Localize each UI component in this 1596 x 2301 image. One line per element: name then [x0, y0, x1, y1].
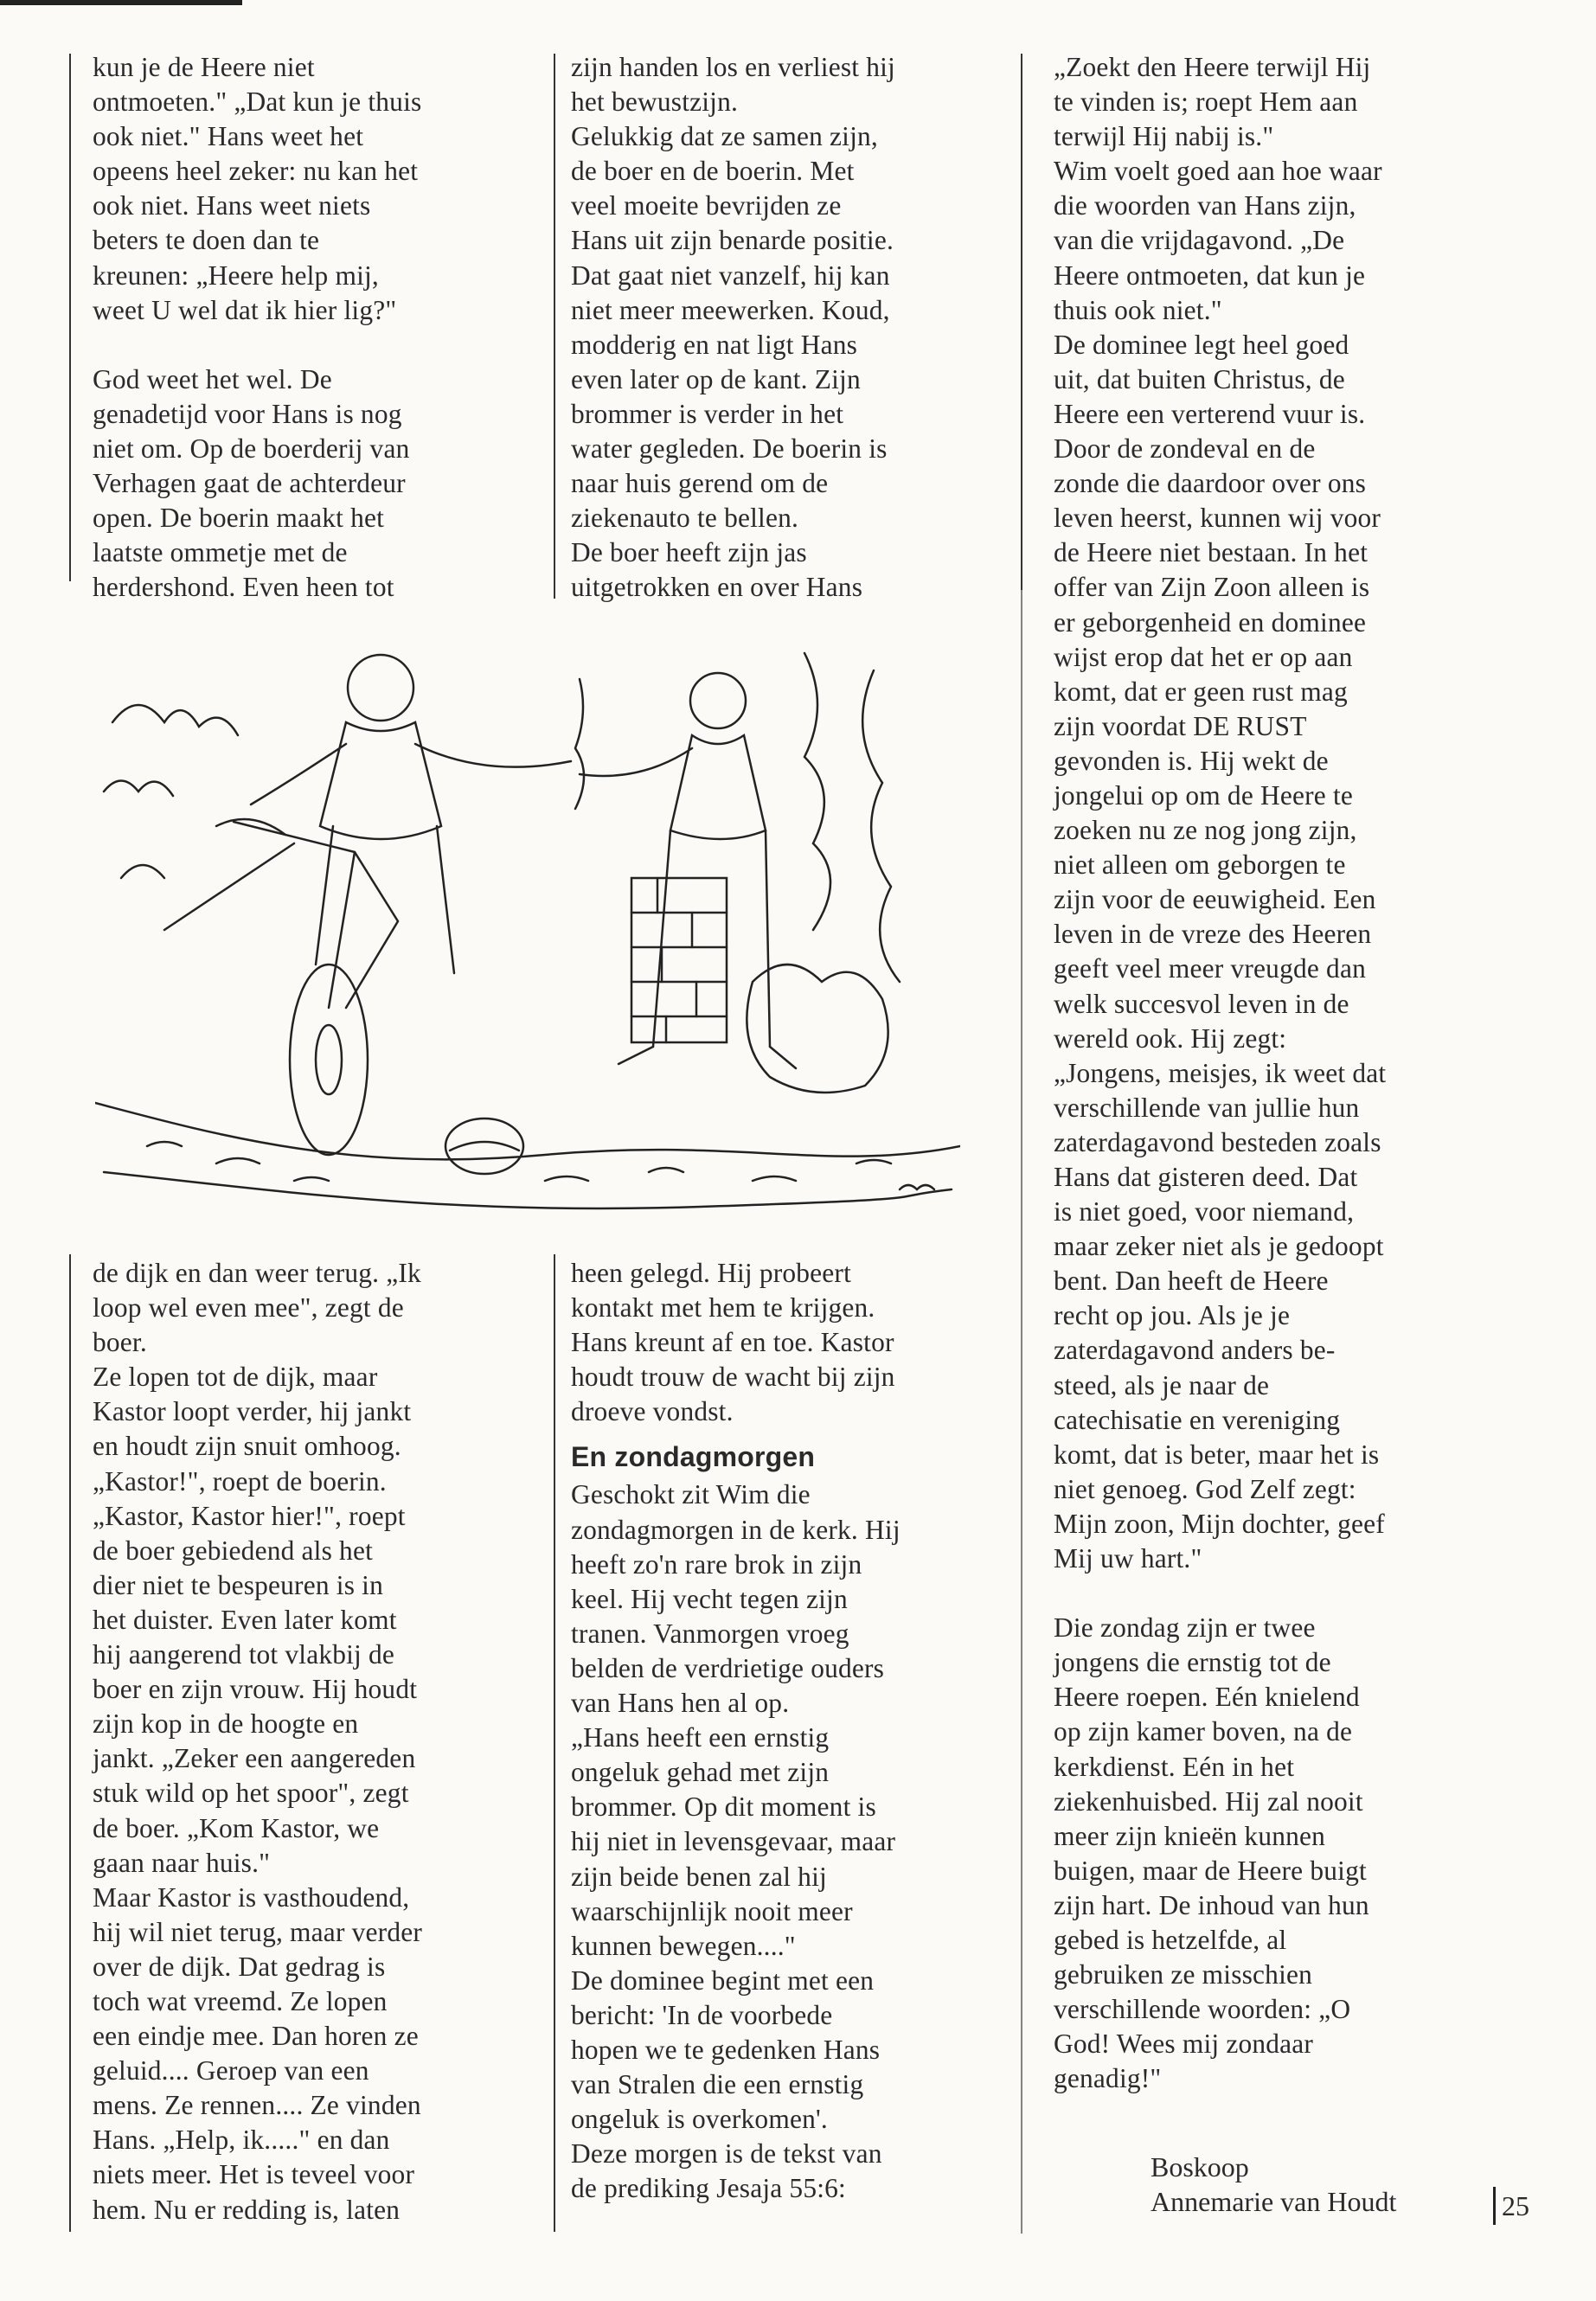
paragraph: heen gelegd. Hij probeert kontakt met hem te krijgen. Hans kreunt af en toe. Kastor houdt trouw de wacht bij zijn droeve vondst.	[571, 1258, 895, 1427]
column-1-bottom	[93, 1256, 542, 2227]
paragraph: zijn handen los en verliest hij het bewustzijn. Gelukkig dat ze samen zijn, de boer en de boerin. Met veel moeite bevrijden ze Hans uit zijn benarde positie. Dat gaat niet vanzelf, hij kan niet meer meewerken. Koud, modderig en nat ligt Hans even later op de kant. Zijn brommer is verder in het water gegleden. De boerin is naar huis gerend om de ziekenauto te bellen. De boer heeft zijn jas uitgetrokken en over Hans	[571, 52, 895, 603]
paragraph: Die zondag zijn er twee jongens die ernstig tot de Heere roepen. Eén knielend op zijn kamer boven, na de kerkdienst. Eén in het ziekenhuisbed. Hij zal nooit meer zijn knieën kunnen buigen, maar de Heere buigt zijn hart. De inhoud van hun gebed is hetzelfde, al gebruiken ze misschien verschillende woorden: „O God! Wees mij zondaar genadig!"	[1054, 1612, 1369, 2094]
illustration-motorbike-scene	[95, 619, 960, 1224]
column-2-bottom	[571, 1256, 1021, 2206]
section-heading: En zondagmorgen	[571, 1441, 816, 1473]
paragraph: Geschokt zit Wim die zondagmorgen in de kerk. Hij heeft zo'n rare brok in zijn keel. Hij vecht tegen zijn tranen. Vanmorgen vroeg belden de verdrietige ouders van Hans hen al op. „Hans heeft een ernstig ongeluk gehad met zijn brommer. Op dit moment is hij niet in levensgevaar, maar zijn beide benen zal hij waarschijnlijk nooit meer kunnen bewegen...." De dominee begint met een bericht: 'In de voorbede hopen we te gedenken Hans van Stralen die een ernstig ongeluk is overkomen'. Deze morgen is de tekst van de prediking Jesaja 55:6:	[571, 1479, 901, 2204]
paragraph: „Zoekt den Heere terwijl Hij te vinden is; roept Hem aan terwijl Hij nabij is." Wim voelt goed aan hoe waar die woorden van Hans zijn, van die vrijdagavond. „De Heere ontmoeten, dat kun je thuis ook niet." De dominee legt heel goed uit, dat buiten Christus, de Heere een verterend vuur is. Door de zondeval en de zonde die daardoor over ons leven heerst, kunnen wij voor de Heere niet bestaan. In het offer van Zijn Zoon alleen is er geborgenheid en dominee wijst erop dat het er op aan komt, dat er geen rust mag zijn voordat DE RUST gevonden is. Hij wekt de jongelui op om de Heere te zoeken nu ze nog jong zijn, niet alleen om geborgen te zijn voor de eeuwigheid. Een leven in de vreze des Heeren geeft veel meer vreugde dan welk succesvol leven in de wereld ook. Hij zegt: „Jongens, meisjes, ik weet dat verschillende van jullie hun zaterdagavond besteden zoals Hans dat gisteren deed. Dat is niet goed, voor niemand, maar zeker niet als je gedoopt bent. Dan heeft de Heere recht op jou. Als je je zaterdagavond anders be- steed, als je naar de catechisatie en vereniging komt, dat is beter, maar het is niet genoeg. God Zelf zegt: Mijn zoon, Mijn dochter, geef Mij uw hart."	[1054, 52, 1387, 1574]
column-1-top	[93, 50, 542, 605]
column-rule	[69, 1254, 71, 2232]
column-3	[1054, 50, 1503, 2096]
page-number-bar	[1493, 2187, 1496, 2225]
column-rule	[554, 54, 555, 599]
column-2-top	[571, 50, 1021, 606]
paragraph: de dijk en dan weer terug. „Ik loop wel even mee", zegt de boer. Ze lopen tot de dijk, maar Kastor loopt verder, hij jankt en houdt zijn snuit omhoog. „Kastor!", roept de boerin. „Kastor, Kastor hier!", roept de boer gebiedend als het dier niet te bespeuren is in het duister. Even later komt hij aangerend tot vlakbij de boer en zijn vrouw. Hij houdt zijn kop in de hoogte en jankt. „Zeker een aangereden stuk wild op het spoor", zegt de boer. „Kom Kastor, we gaan naar huis." Maar Kastor is vasthoudend, hij wil niet terug, maar verder over de dijk. Dat gedrag is toch wat vreemd. Ze lopen een eindje mee. Dan horen ze geluid.... Geroep van een mens. Ze rennen.... Ze vinden Hans. „Help, ik....." en dan niets meer. Het is teveel voor hem. Nu er redding is, laten	[93, 1258, 423, 2225]
page-number: 25	[1502, 2190, 1529, 2221]
column-rule	[69, 54, 71, 581]
paragraph: kun je de Heere niet ontmoeten." „Dat kun je thuis ook niet." Hans weet het opeens heel zeker: nu kan het ook niet. Hans weet niets beters te doen dan te kreunen: „Heere help mij, weet U wel dat ik hier lig?"	[93, 52, 422, 325]
paragraph: God weet het wel. De genadetijd voor Hans is nog niet om. Op de boerderij van Verhagen gaat de achterdeur open. De boerin maakt het laatste ommetje met de herdershond. Even heen tot	[93, 363, 410, 603]
column-rule	[1021, 54, 1022, 2234]
author-signature: Boskoop Annemarie van Houdt	[1151, 2151, 1397, 2217]
column-rule	[554, 1254, 555, 2232]
header-rule	[0, 0, 242, 5]
